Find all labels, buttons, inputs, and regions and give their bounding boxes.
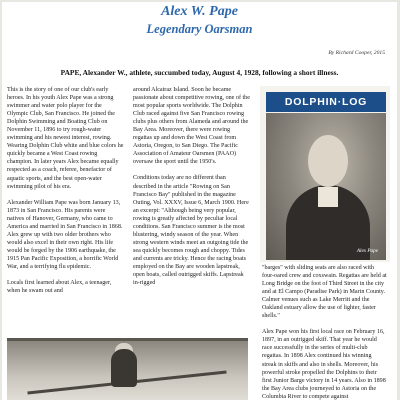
text-column-1 [7,86,124,303]
text-column-3 [262,264,387,400]
paragraph: Alex Pape won his first local race on February 16, 1897, in an outrigged skiff. That year he would race successfully in the series of multi-club regattas. In 1898 Alex continued his winning streak in skiffs and also in shells. Moreover, his powerful stroke propelled the Dolphins to their first Junior Barge victory in 14 years. Also in 1898 the Bay Area clubs journeyed to Astoria on the Columbia River to compete against [262,329,386,400]
article-subtitle: Legendary Oarsman [146,22,253,36]
obituary-headline: PAPE, Alexander W., athlete, succumbed today, August 4, 1928, following a short illness. [60,68,339,77]
dolphin-log-masthead: DOLPHIN·LOG [266,92,386,112]
paragraph: This is the story of one of our club's early heroes. In his youth Alex Pape was a strong swimmer and water polo player for the Olympic Club, San Francisco. He joined the Dolphin Swimming and Boating Club on November 11, 1896 to try rough-water swimming and his newest interest, rowing. Wearing Dolphin Club white and blue colors he quickly became a West Coast rowing champion. In later years Alex became equally respected as a coach, referee, benefactor of aquatic sports, and the best open-water swimming pilot of his era. [7,87,124,190]
paragraph: Alexander William Pape was born January 13, 1873 in San Francisco. His parents were natives of Hanover, Germany, who came to America and married in San Francisco in 1868. Alex grew up with two older brothers who would also excel in their own right. His life would be forged by the 1906 earthquake, the 1915 Pan Pacific Exposition, a horrific World War, and a terrifying flu epidemic. [7,199,123,270]
paragraph: around Alcatraz Island. Soon he became passionate about competitive rowing, one of the most popular sports worldwide. The Dolphin Club raced against five San Francisco rowing clubs plus others from Alameda and around the Bay Area. Moreover, there were rowing regattas up and down the West Coast from Astoria, Oregon, to San Diego. The Pacific Association of Amateur Oarsmen (PAAO) oversaw the sport until the 1950's. [133,87,250,166]
portrait-collar [318,187,338,207]
portrait-head [308,135,348,187]
dolphin-log-clipping [260,86,390,262]
paragraph: Locals first learned about Alex, a teenager, when he swam out and [7,280,112,295]
rower-figure [111,349,137,387]
text-column-2 [133,86,250,295]
portrait-caption: Alex Pape [356,248,378,254]
article-title: Alex W. Pape [161,4,238,19]
paragraph: Conditions today are no different than described in the article "Rowing on San Francisco Bay" published in the magazine Outing, Vol. XXXV, Issue 6, March 1900. Here an excerpt: "Although being very popular, rowing is greatly affected by peculiar local conditions. San Francisco summer is the most blustering, windy season of the year. When strong western winds meet an outgoing tide the sea quickly becomes rough and choppy. Tides and currents are tricky. Hence the racing boats employed on the Bay are wooden lapstreak, open boats, called outrigged skiffs. Lapstreak in-rigged [133,175,249,287]
paragraph: "barges" with sliding seats are also raced with four-oared crew and coxswain. Regattas are held at Long Bridge on the foot of Third Street in the city and at El Campo (Paradise Park) in Marin County. Calmer venues such as Lake Merritt and the Oakland estuary allow the use of lighter, faster shells." [262,265,387,320]
document-page [2,2,397,400]
rowing-photo [7,338,248,400]
portrait-photo [266,113,386,260]
byline: By Richard Cooper, 2015 [328,50,385,56]
